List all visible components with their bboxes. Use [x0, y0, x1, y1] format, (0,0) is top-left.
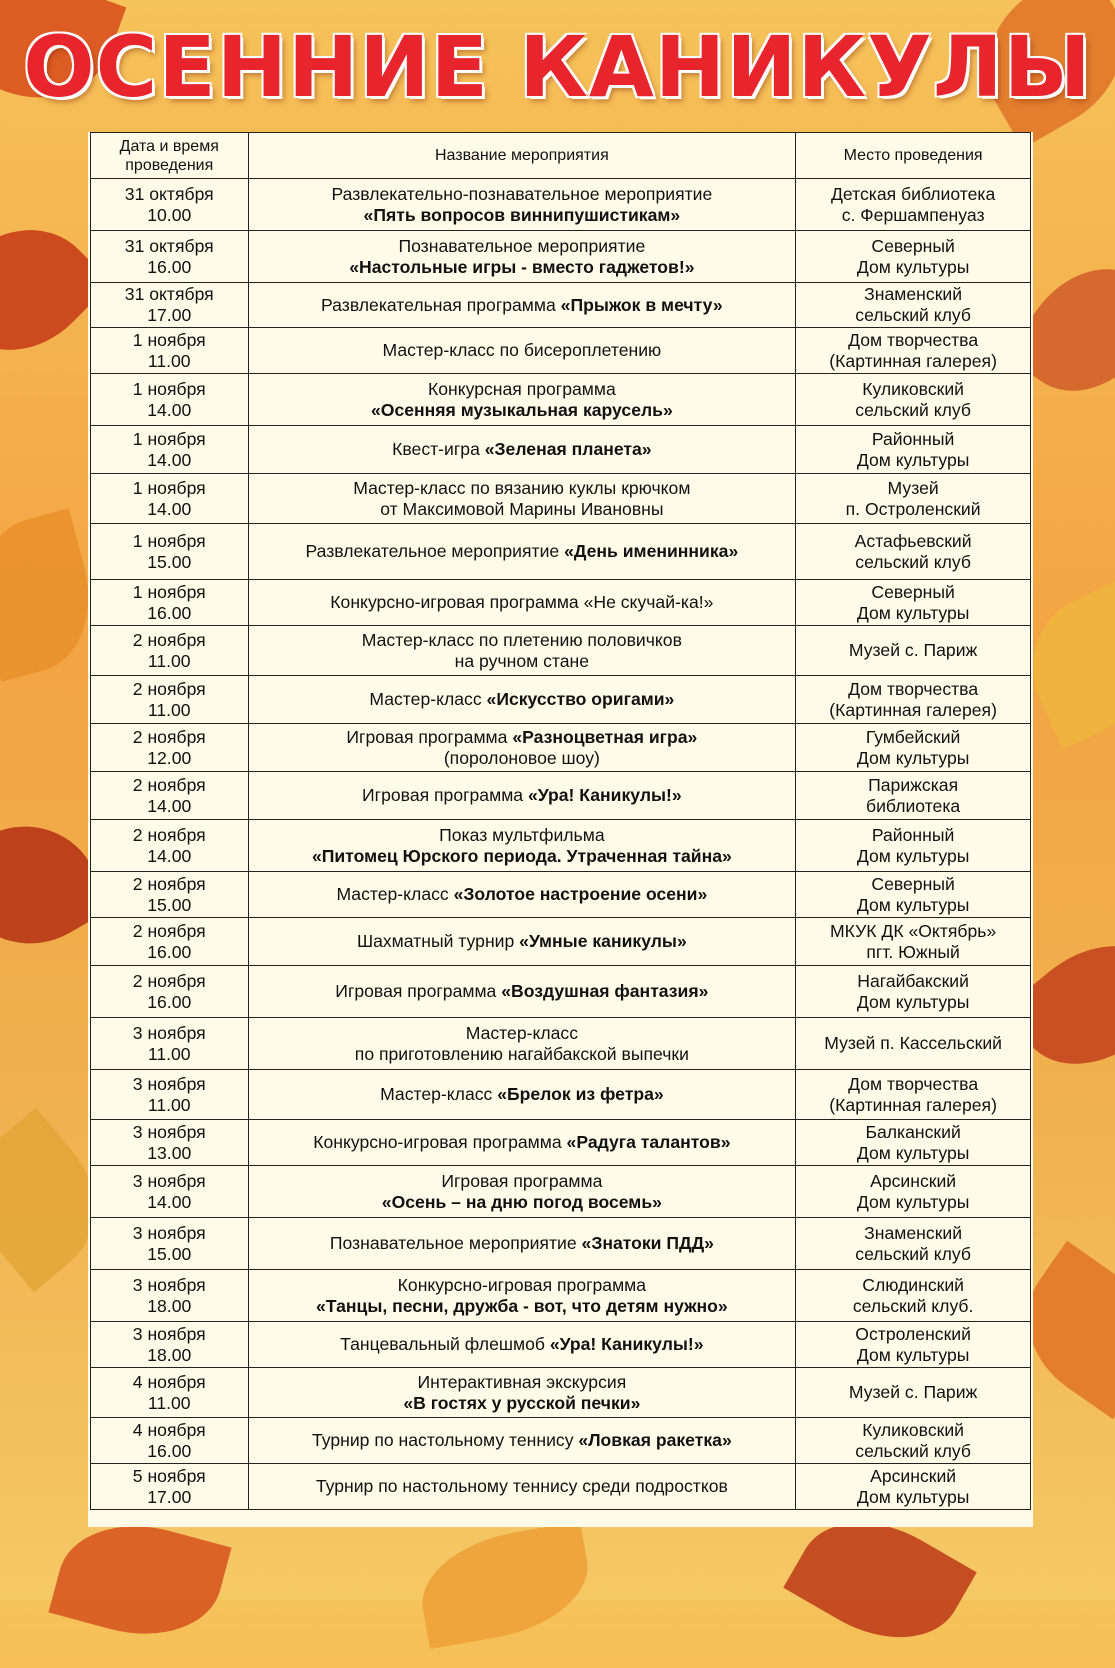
- place-line: Музей п. Кассельский: [824, 1033, 1002, 1053]
- event-name: «Воздушная фантазия»: [501, 981, 709, 1001]
- table-row: [91, 1120, 1031, 1166]
- event-time: 11.00: [147, 350, 191, 371]
- cell-place: [796, 1464, 1031, 1510]
- cell-date: [91, 772, 249, 820]
- place-line: Дом культуры: [856, 602, 970, 623]
- event-date: 1 ноября: [132, 428, 206, 449]
- event-name: «Осень – на дню погод восемь»: [381, 1191, 662, 1212]
- cell-place: [796, 1368, 1031, 1418]
- cell-event: [248, 1120, 796, 1166]
- event-time: 14.00: [147, 498, 192, 519]
- event-suffix: по приготовлению нагайбакской выпечки: [354, 1043, 689, 1064]
- table-row: [91, 179, 1031, 231]
- cell-event: [248, 524, 796, 580]
- cell-date: [91, 626, 249, 676]
- cell-event: [248, 1368, 796, 1418]
- cell-place: [796, 580, 1031, 626]
- cell-place: [796, 231, 1031, 283]
- event-name: «Ура! Каникулы!»: [527, 785, 682, 805]
- event-time: 17.00: [147, 305, 192, 325]
- table-header-row: [91, 133, 1031, 179]
- cell-place: [796, 1418, 1031, 1464]
- place-line: сельский клуб: [855, 1440, 971, 1461]
- event-time: 12.00: [147, 747, 192, 768]
- table-row: [91, 772, 1031, 820]
- cell-date: [91, 1018, 249, 1070]
- event-time: 13.00: [147, 1142, 192, 1163]
- event-date: 3 ноября: [132, 1274, 206, 1295]
- place-line: Дом культуры: [856, 1344, 970, 1365]
- event-date: 31 октября: [124, 183, 214, 204]
- cell-event: [248, 1418, 796, 1464]
- table-row: [91, 374, 1031, 426]
- event-name: «Питомец Юрского периода. Утраченная тайна»: [311, 845, 732, 866]
- event-prefix: Турнир по настольному теннису среди подростков: [315, 1476, 728, 1496]
- event-prefix: Мастер-класс по вязанию куклы крючком: [353, 477, 691, 498]
- table-row: [91, 1418, 1031, 1464]
- event-time: 11.00: [147, 1094, 191, 1115]
- event-prefix: Конкурсно-игровая программа: [313, 1132, 567, 1152]
- event-name: «Ура! Каникулы!»: [549, 1334, 704, 1354]
- event-date: 2 ноября: [132, 873, 206, 894]
- event-name: «Брелок из фетра»: [497, 1084, 664, 1104]
- table-row: [91, 524, 1031, 580]
- cell-date: [91, 820, 249, 872]
- event-suffix: (поролоновое шоу): [443, 747, 600, 768]
- event-name: «Золотое настроение осени»: [453, 884, 708, 904]
- event-name: «Зеленая планета»: [484, 439, 652, 459]
- cell-date: [91, 1120, 249, 1166]
- cell-date: [91, 231, 249, 283]
- cell-place: [796, 179, 1031, 231]
- table-row: [91, 1166, 1031, 1218]
- cell-event: [248, 918, 796, 966]
- cell-date: [91, 1464, 249, 1510]
- cell-date: [91, 1368, 249, 1418]
- event-time: 15.00: [147, 551, 192, 572]
- event-time: 16.00: [147, 602, 192, 623]
- cell-place: [796, 820, 1031, 872]
- table-row: [91, 1322, 1031, 1368]
- leaf-decoration: [413, 1521, 598, 1649]
- cell-event: [248, 474, 796, 524]
- cell-place: [796, 474, 1031, 524]
- cell-event: [248, 580, 796, 626]
- cell-date: [91, 426, 249, 474]
- place-line: Остроленский: [855, 1323, 971, 1344]
- cell-date: [91, 872, 249, 918]
- cell-event: [248, 1464, 796, 1510]
- event-date: 3 ноября: [132, 1170, 206, 1191]
- table-row: [91, 724, 1031, 772]
- event-prefix: Танцевальный флешмоб: [340, 1334, 550, 1354]
- event-name: «Настольные игры - вместо гаджетов!»: [349, 256, 695, 277]
- event-time: 11.00: [147, 650, 191, 671]
- event-name: «День именинника»: [564, 541, 739, 561]
- table-row: [91, 1368, 1031, 1418]
- place-line: п. Остроленский: [845, 498, 981, 519]
- schedule-rows: [91, 179, 1031, 1510]
- place-line: Балканский: [865, 1121, 961, 1142]
- event-name: «Знатоки ПДД»: [581, 1233, 714, 1253]
- event-name: «Ловкая ракетка»: [578, 1430, 732, 1450]
- event-time: 18.00: [147, 1344, 192, 1365]
- cell-event: [248, 1322, 796, 1368]
- place-line: с. Фершампенуаз: [841, 204, 985, 225]
- event-date: 1 ноября: [132, 477, 206, 498]
- cell-date: [91, 1270, 249, 1322]
- cell-place: [796, 724, 1031, 772]
- table-row: [91, 1070, 1031, 1120]
- place-line: библиотека: [866, 795, 961, 816]
- event-prefix: Развлекательная программа: [321, 294, 561, 315]
- event-date: 3 ноября: [132, 1022, 206, 1043]
- event-name: «Искусство оригами»: [486, 689, 675, 709]
- page-title: ОСЕННИЕ КАНИКУЛЫ: [23, 18, 1092, 116]
- event-date: 4 ноября: [132, 1419, 206, 1440]
- cell-place: [796, 1120, 1031, 1166]
- place-line: Нагайбакский: [857, 970, 969, 991]
- cell-place: [796, 1322, 1031, 1368]
- cell-event: [248, 1166, 796, 1218]
- cell-place: [796, 1270, 1031, 1322]
- cell-event: [248, 1218, 796, 1270]
- cell-event: [248, 676, 796, 724]
- cell-event: [248, 374, 796, 426]
- event-name: «Прыжок в мечту»: [560, 294, 723, 315]
- cell-date: [91, 918, 249, 966]
- schedule-table: [90, 132, 1031, 1510]
- event-time: 17.00: [147, 1486, 192, 1507]
- event-time: 11.00: [147, 699, 191, 720]
- event-date: 1 ноября: [132, 530, 206, 551]
- cell-place: [796, 426, 1031, 474]
- cell-date: [91, 966, 249, 1018]
- cell-event: [248, 1270, 796, 1322]
- place-line: (Картинная галерея): [829, 1094, 997, 1115]
- table-row: [91, 580, 1031, 626]
- place-line: Дом культуры: [856, 256, 970, 277]
- table-row: [91, 626, 1031, 676]
- event-prefix: Показ мультфильма: [439, 824, 605, 845]
- place-line: Дом культуры: [856, 894, 970, 915]
- event-prefix: Игровая программа: [441, 1170, 603, 1191]
- cell-place: [796, 1070, 1031, 1120]
- event-time: 14.00: [147, 795, 192, 816]
- cell-place: [796, 772, 1031, 820]
- event-date: 31 октября: [124, 235, 214, 256]
- event-date: 31 октября: [124, 284, 214, 304]
- place-line: Музей с. Париж: [848, 640, 978, 660]
- cell-event: [248, 283, 796, 328]
- header-event: Название мероприятия: [248, 133, 796, 179]
- table-row: [91, 872, 1031, 918]
- cell-place: [796, 676, 1031, 724]
- cell-event: [248, 724, 796, 772]
- event-date: 3 ноября: [132, 1073, 206, 1094]
- table-row: [91, 820, 1031, 872]
- cell-event: [248, 328, 796, 374]
- place-line: сельский клуб: [855, 551, 971, 572]
- event-date: 3 ноября: [132, 1222, 206, 1243]
- place-line: Арсинский: [870, 1465, 957, 1486]
- place-line: Знаменский: [864, 284, 963, 304]
- cell-place: [796, 328, 1031, 374]
- event-name: «В гостях у русской печки»: [403, 1392, 641, 1413]
- cell-date: [91, 676, 249, 724]
- table-row: [91, 676, 1031, 724]
- cell-date: [91, 179, 249, 231]
- place-line: сельский клуб: [855, 305, 971, 325]
- event-prefix: Игровая программа: [335, 981, 502, 1001]
- event-prefix: Игровая программа: [362, 785, 528, 805]
- cell-date: [91, 1322, 249, 1368]
- event-suffix: от Максимовой Марины Ивановны: [380, 498, 664, 519]
- cell-date: [91, 474, 249, 524]
- place-line: Северный: [871, 581, 955, 602]
- table-row: [91, 1218, 1031, 1270]
- cell-event: [248, 820, 796, 872]
- event-time: 15.00: [147, 894, 192, 915]
- table-row: [91, 474, 1031, 524]
- table-row: [91, 966, 1031, 1018]
- event-time: 14.00: [147, 399, 192, 420]
- place-line: Дом культуры: [856, 449, 970, 470]
- cell-event: [248, 426, 796, 474]
- event-suffix: на ручном стане: [454, 650, 590, 671]
- table-row: [91, 283, 1031, 328]
- event-time: 16.00: [147, 1440, 192, 1461]
- event-time: 10.00: [147, 204, 192, 225]
- event-time: 16.00: [147, 941, 192, 962]
- cell-event: [248, 179, 796, 231]
- cell-date: [91, 283, 249, 328]
- place-line: Детская библиотека: [830, 183, 996, 204]
- table-row: [91, 1464, 1031, 1510]
- event-prefix: Конкурсно-игровая программа «Не скучай-ка!»: [330, 592, 714, 612]
- place-line: Астафьевский: [854, 530, 972, 551]
- event-date: 1 ноября: [132, 329, 206, 350]
- table-row: [91, 328, 1031, 374]
- place-line: Слюдинский: [862, 1274, 964, 1295]
- event-prefix: Мастер-класс: [465, 1022, 578, 1043]
- cell-place: [796, 374, 1031, 426]
- cell-date: [91, 1418, 249, 1464]
- event-time: 16.00: [147, 256, 192, 277]
- header-date: Дата и время проведения: [91, 133, 249, 179]
- table-row: [91, 918, 1031, 966]
- event-date: 5 ноября: [132, 1465, 206, 1486]
- event-date: 2 ноября: [132, 629, 206, 650]
- event-date: 2 ноября: [132, 774, 206, 795]
- event-date: 1 ноября: [132, 378, 206, 399]
- place-line: Куликовский: [862, 378, 964, 399]
- table-row: [91, 426, 1031, 474]
- event-prefix: Конкурсная программа: [427, 378, 616, 399]
- leaf-decoration: [48, 1506, 231, 1654]
- cell-date: [91, 1218, 249, 1270]
- cell-event: [248, 1018, 796, 1070]
- place-line: Знаменский: [864, 1222, 963, 1243]
- event-prefix: Мастер-класс: [380, 1084, 498, 1104]
- event-prefix: Шахматный турнир: [356, 931, 520, 951]
- cell-event: [248, 966, 796, 1018]
- event-date: 2 ноября: [132, 824, 206, 845]
- cell-place: [796, 1218, 1031, 1270]
- place-line: Дом культуры: [856, 991, 970, 1012]
- event-time: 16.00: [147, 991, 192, 1012]
- cell-date: [91, 1166, 249, 1218]
- place-line: Парижская: [868, 774, 959, 795]
- event-name: «Радуга талантов»: [566, 1132, 731, 1152]
- event-prefix: Квест-игра: [392, 439, 485, 459]
- place-line: Гумбейский: [865, 726, 961, 747]
- place-line: Районный: [871, 428, 955, 449]
- event-time: 11.00: [147, 1392, 191, 1413]
- place-line: МКУК ДК «Октябрь»: [830, 920, 997, 941]
- cell-place: [796, 626, 1031, 676]
- place-line: пгт. Южный: [866, 941, 960, 962]
- table-row: [91, 1270, 1031, 1322]
- cell-date: [91, 524, 249, 580]
- place-line: Дом творчества: [848, 329, 979, 350]
- place-line: сельский клуб: [855, 1243, 971, 1264]
- event-date: 2 ноября: [132, 726, 206, 747]
- place-line: Дом культуры: [856, 747, 970, 768]
- place-line: (Картинная галерея): [829, 699, 997, 720]
- cell-place: [796, 283, 1031, 328]
- event-prefix: Мастер-класс: [336, 884, 454, 904]
- cell-place: [796, 1166, 1031, 1218]
- event-time: 11.00: [147, 1043, 191, 1064]
- event-date: 3 ноября: [132, 1121, 206, 1142]
- cell-date: [91, 374, 249, 426]
- event-prefix: Познавательное мероприятие: [398, 235, 646, 256]
- place-line: Куликовский: [862, 1419, 964, 1440]
- cell-date: [91, 580, 249, 626]
- place-line: Дом культуры: [856, 845, 970, 866]
- event-name: «Пять вопросов виннипушистикам»: [363, 204, 681, 225]
- place-line: Дом культуры: [856, 1142, 970, 1163]
- event-time: 14.00: [147, 1191, 192, 1212]
- event-date: 2 ноября: [132, 970, 206, 991]
- event-prefix: Интерактивная экскурсия: [417, 1371, 627, 1392]
- cell-place: [796, 524, 1031, 580]
- event-time: 15.00: [147, 1243, 192, 1264]
- header-place: Место проведения: [796, 133, 1031, 179]
- place-line: Музей с. Париж: [848, 1382, 978, 1402]
- place-line: Дом творчества: [848, 1073, 979, 1094]
- place-line: Дом культуры: [856, 1486, 970, 1507]
- cell-event: [248, 231, 796, 283]
- cell-date: [91, 328, 249, 374]
- event-date: 2 ноября: [132, 678, 206, 699]
- event-prefix: Мастер-класс по плетению половичков: [361, 629, 682, 650]
- event-date: 1 ноября: [132, 581, 206, 602]
- event-prefix: Турнир по настольному теннису: [311, 1430, 579, 1450]
- cell-event: [248, 626, 796, 676]
- event-time: 18.00: [147, 1295, 192, 1316]
- event-prefix: Мастер-класс по бисероплетению: [382, 340, 662, 360]
- place-line: Северный: [871, 873, 955, 894]
- cell-date: [91, 724, 249, 772]
- event-name: «Осенняя музыкальная карусель»: [370, 399, 673, 420]
- event-prefix: Развлекательное мероприятие: [305, 541, 565, 561]
- event-date: 4 ноября: [132, 1371, 206, 1392]
- place-line: Районный: [871, 824, 955, 845]
- place-line: Музей: [887, 477, 939, 498]
- cell-event: [248, 872, 796, 918]
- event-name: «Умные каникулы»: [519, 931, 687, 951]
- event-prefix: Познавательное мероприятие: [329, 1233, 582, 1253]
- table-row: [91, 1018, 1031, 1070]
- cell-event: [248, 1070, 796, 1120]
- event-prefix: Мастер-класс: [369, 689, 487, 709]
- event-prefix: Конкурсно-игровая программа: [397, 1274, 647, 1295]
- place-line: (Картинная галерея): [829, 350, 997, 371]
- event-prefix: Игровая программа: [346, 726, 513, 747]
- place-line: сельский клуб: [855, 399, 971, 420]
- cell-place: [796, 918, 1031, 966]
- place-line: Арсинский: [870, 1170, 957, 1191]
- place-line: Северный: [871, 235, 955, 256]
- event-time: 14.00: [147, 845, 192, 866]
- event-time: 14.00: [147, 449, 192, 470]
- place-line: Дом творчества: [848, 678, 979, 699]
- event-prefix: Развлекательно-познавательное мероприятие: [331, 183, 713, 204]
- cell-place: [796, 872, 1031, 918]
- event-name: «Танцы, песни, дружба - вот, что детям нужно»: [316, 1295, 728, 1316]
- cell-event: [248, 772, 796, 820]
- event-date: 3 ноября: [132, 1323, 206, 1344]
- table-row: [91, 231, 1031, 283]
- cell-date: [91, 1070, 249, 1120]
- cell-place: [796, 966, 1031, 1018]
- place-line: сельский клуб.: [852, 1295, 974, 1316]
- cell-place: [796, 1018, 1031, 1070]
- event-date: 2 ноября: [132, 920, 206, 941]
- event-name: «Разноцветная игра»: [512, 726, 698, 747]
- place-line: Дом культуры: [856, 1191, 970, 1212]
